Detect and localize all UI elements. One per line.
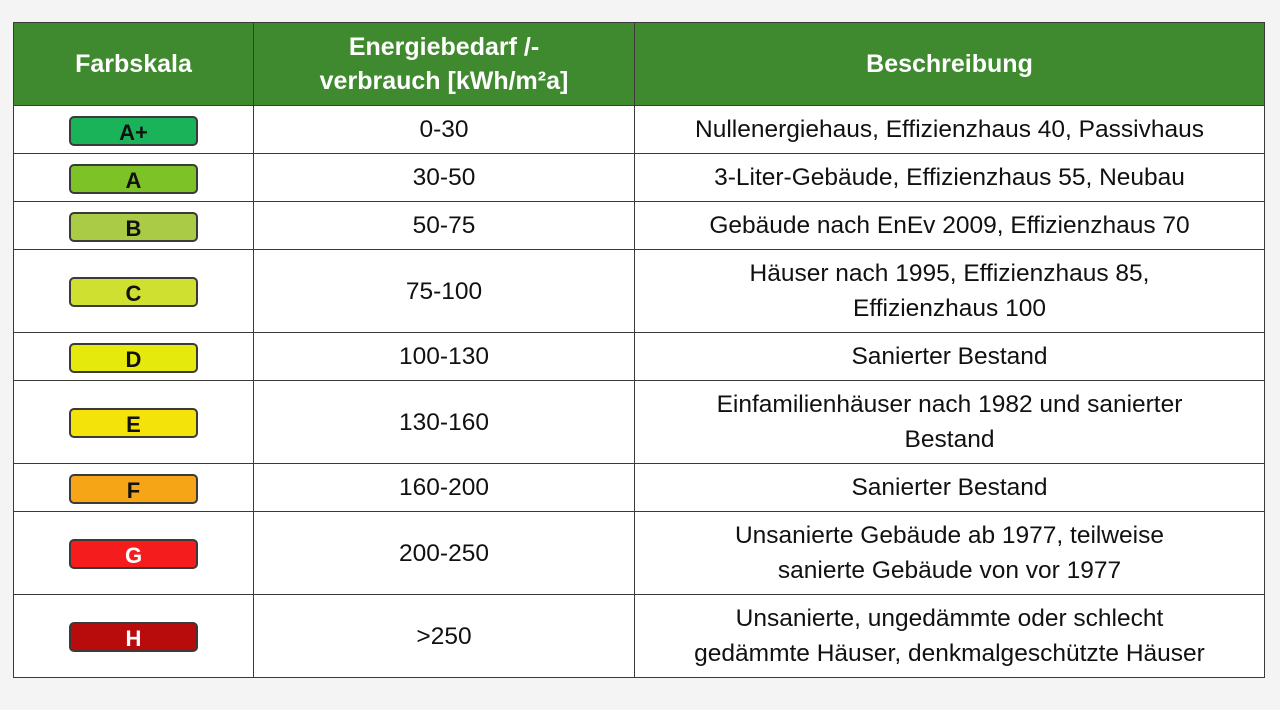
range-cell: 130-160 [254, 381, 635, 464]
description-cell: Sanierter Bestand [635, 464, 1265, 512]
table-row [14, 154, 1265, 202]
range-cell: 50-75 [254, 202, 635, 250]
grade-cell [14, 595, 254, 678]
grade-badge: B [69, 212, 198, 242]
description-cell: Einfamilienhäuser nach 1982 und sanierter Bestand [635, 381, 1265, 464]
grade-badge: E [69, 408, 198, 438]
grade-badge: C [69, 277, 198, 307]
grade-cell [14, 512, 254, 595]
description-cell: Unsanierte Gebäude ab 1977, teilweise sanierte Gebäude von vor 1977 [635, 512, 1265, 595]
table-row [14, 250, 1265, 333]
table-row [14, 595, 1265, 678]
range-cell: >250 [254, 595, 635, 678]
grade-badge: H [69, 622, 198, 652]
grade-cell [14, 154, 254, 202]
grade-cell [14, 250, 254, 333]
table-row [14, 381, 1265, 464]
description-cell: Unsanierte, ungedämmte oder schlecht gedämmte Häuser, denkmalgeschützte Häuser [635, 595, 1265, 678]
range-cell: 0-30 [254, 106, 635, 154]
table-row [14, 333, 1265, 381]
table-row [14, 512, 1265, 595]
grade-cell [14, 381, 254, 464]
range-cell: 30-50 [254, 154, 635, 202]
grade-cell [14, 202, 254, 250]
range-cell: 160-200 [254, 464, 635, 512]
range-cell: 100-130 [254, 333, 635, 381]
grade-cell [14, 464, 254, 512]
grade-badge: G [69, 539, 198, 569]
description-cell: 3-Liter-Gebäude, Effizienzhaus 55, Neubau [635, 154, 1265, 202]
table-row [14, 464, 1265, 512]
grade-cell [14, 106, 254, 154]
grade-badge: A [69, 164, 198, 194]
grade-badge: A+ [69, 116, 198, 146]
description-cell: Häuser nach 1995, Effizienzhaus 85, Effizienzhaus 100 [635, 250, 1265, 333]
description-cell: Gebäude nach EnEv 2009, Effizienzhaus 70 [635, 202, 1265, 250]
energy-efficiency-table [13, 22, 1265, 678]
grade-badge: F [69, 474, 198, 504]
grade-cell [14, 333, 254, 381]
range-cell: 75-100 [254, 250, 635, 333]
header-energy-demand: Energiebedarf /- verbrauch [kWh/m²a] [254, 23, 635, 106]
grade-badge: D [69, 343, 198, 373]
table-row [14, 202, 1265, 250]
header-description: Beschreibung [635, 23, 1265, 106]
range-cell: 200-250 [254, 512, 635, 595]
header-row [14, 23, 1265, 106]
description-cell: Nullenergiehaus, Effizienzhaus 40, Passivhaus [635, 106, 1265, 154]
table-row [14, 106, 1265, 154]
header-color-scale: Farbskala [14, 23, 254, 106]
description-cell: Sanierter Bestand [635, 333, 1265, 381]
